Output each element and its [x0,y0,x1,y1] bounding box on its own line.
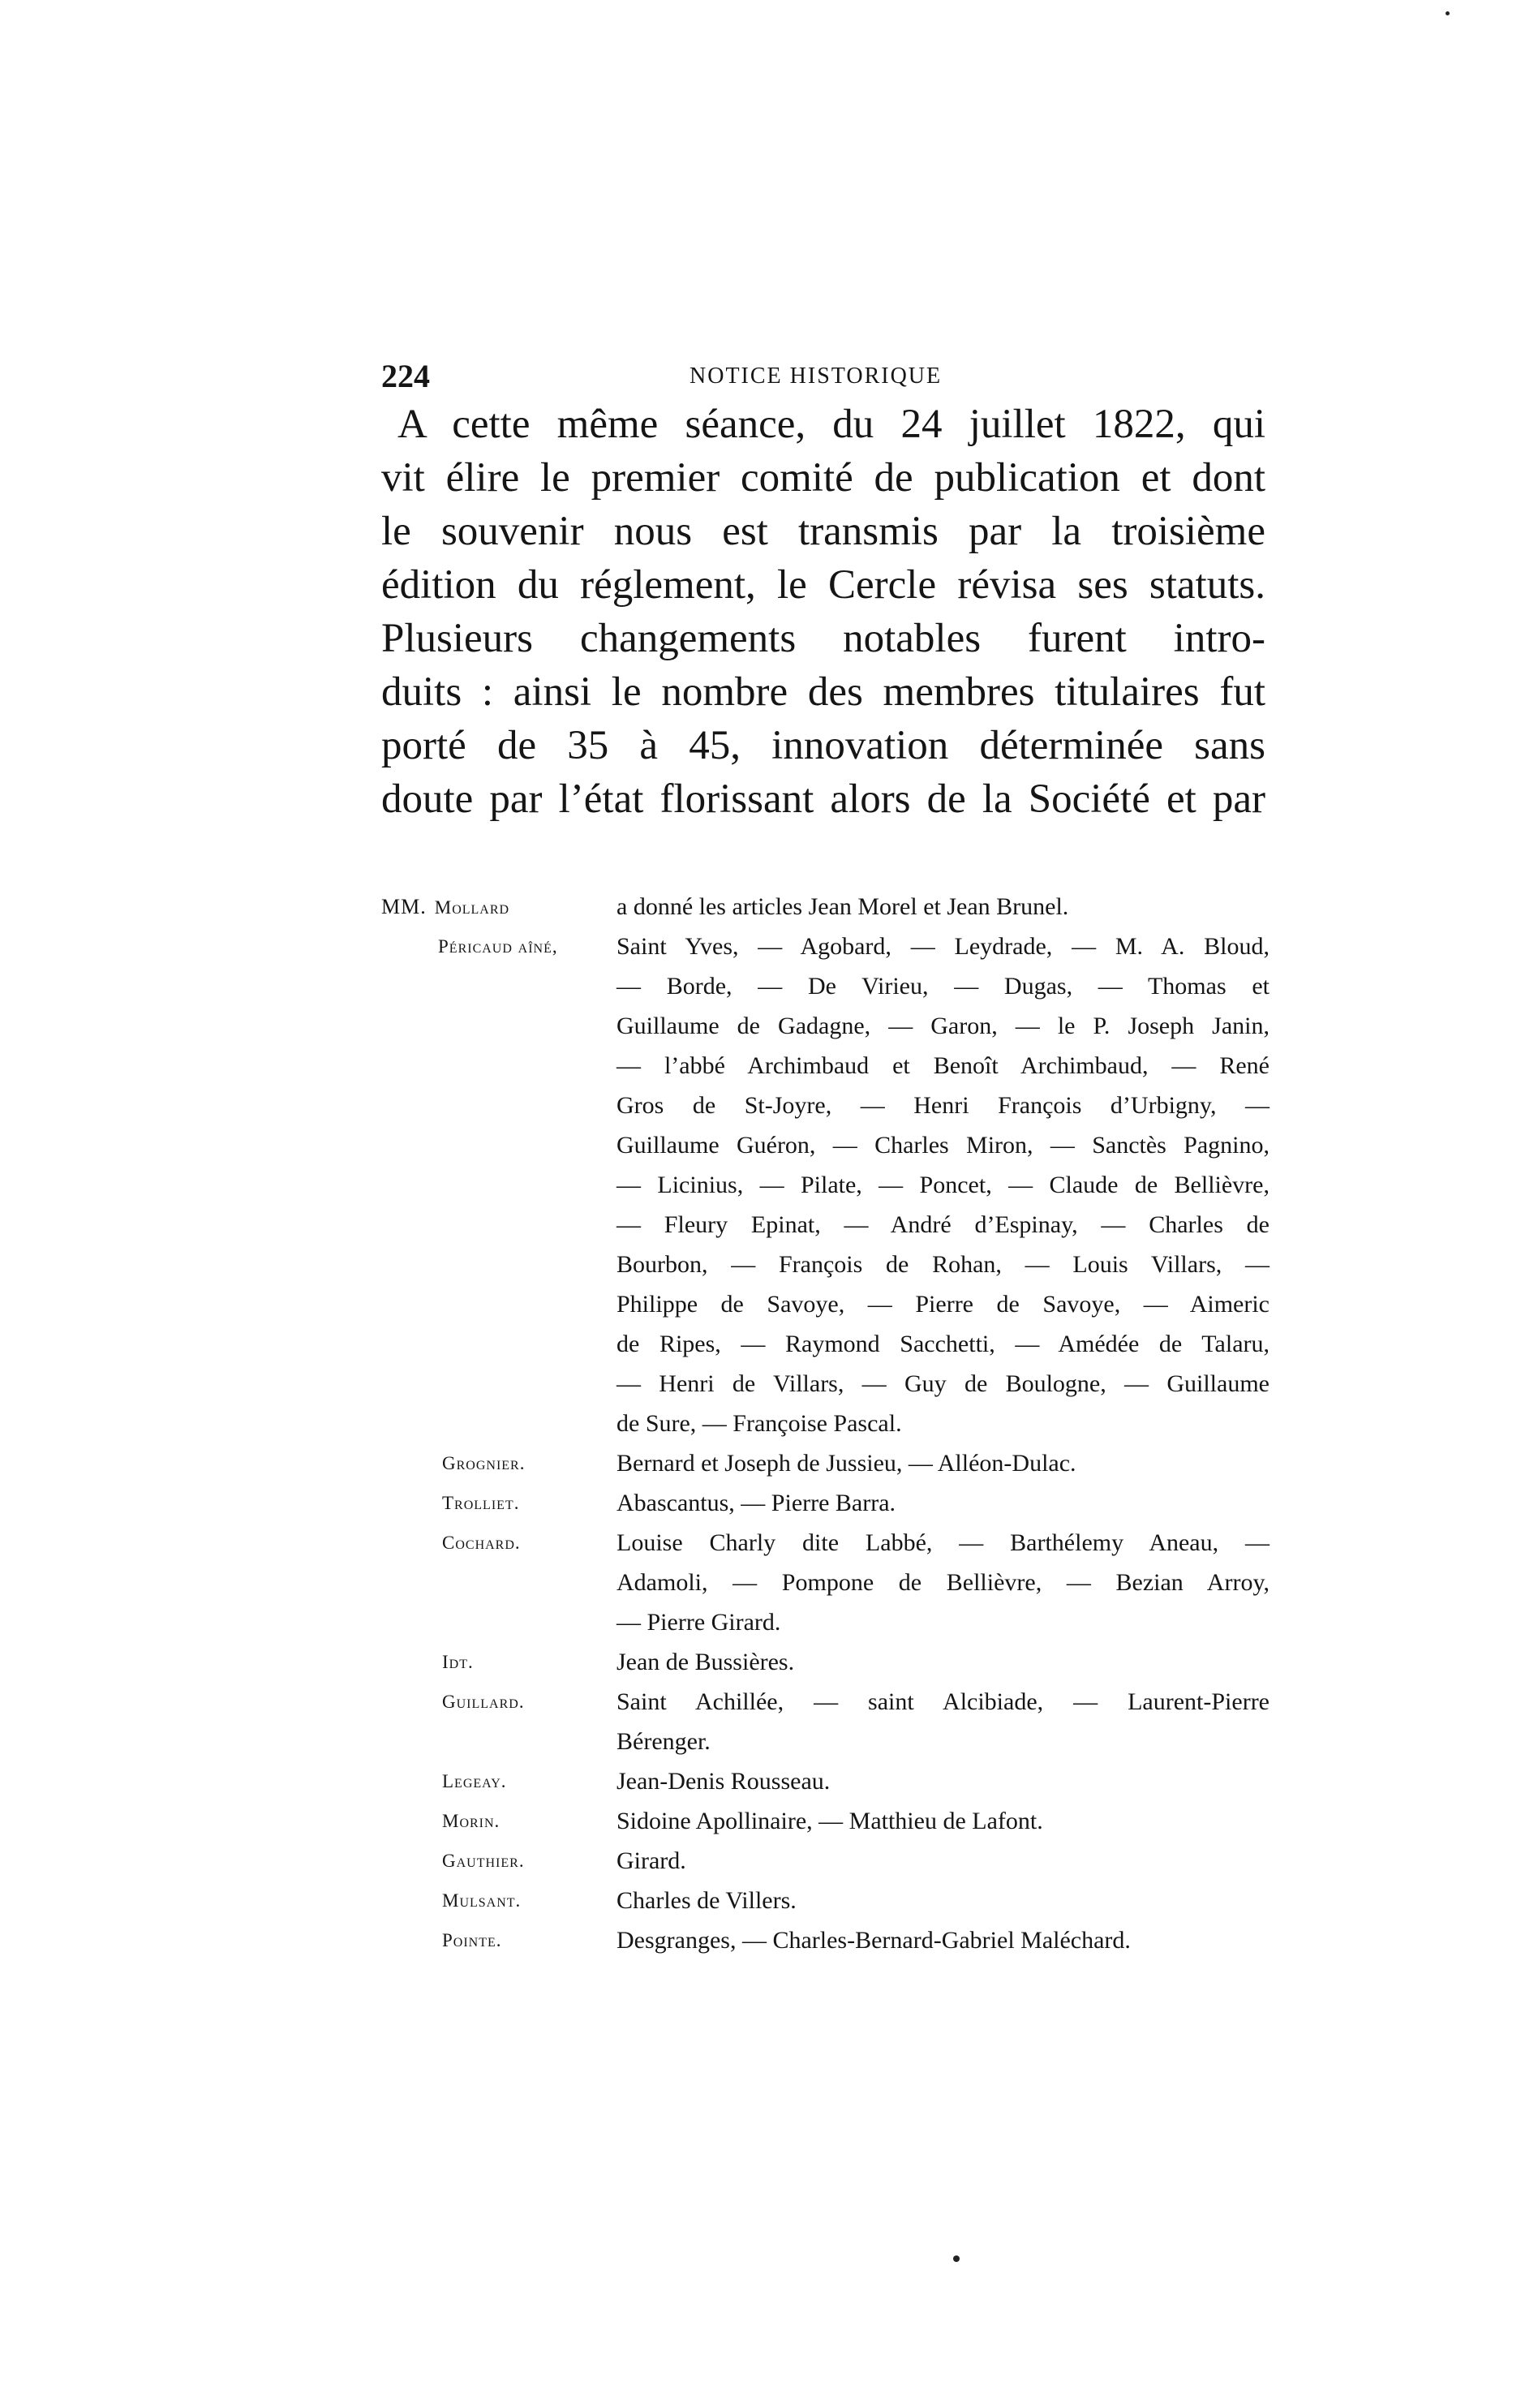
article-line: Sidoine Apollinaire, — Matthieu de Lafont. [616,1808,1043,1834]
page-header [381,357,1269,398]
contributor-name: MM. Mollard [381,895,510,918]
article-line: de Ripes, — Raymond Sacchetti, — Amédée de Talaru, [616,1331,1269,1357]
contributor-entry [381,1761,1274,1801]
contributor-name: Cochard. [442,1533,521,1553]
contributed-articles [616,1801,1269,1841]
contributed-articles [616,1920,1269,1960]
running-title: NOTICE HISTORIQUE [690,363,943,389]
body-line: vit élire le premier comité de publication et dont [381,455,1265,501]
article-line: Bernard et Joseph de Jussieu, — Alléon-Dulac. [616,1450,1076,1477]
contributor-name: Gauthier. [442,1851,525,1871]
contributor-entry [381,1483,1274,1523]
contributor-entry [381,1682,1274,1761]
contributed-articles [616,1881,1269,1920]
body-line: édition du réglement, le Cercle révisa ses statuts. [381,562,1265,608]
contributor-entry [381,1841,1274,1881]
contributor-entry [381,1523,1274,1642]
body-line: duits : ainsi le nombre des membres titulaires fut [381,669,1265,715]
article-line: — Henri de Villars, — Guy de Boulogne, — Guillaume [616,1370,1269,1397]
article-line: Abascantus, — Pierre Barra. [616,1490,896,1516]
list-prefix: MM. [381,895,427,918]
article-line: Gros de St-Joyre, — Henri François d’Urbigny, — [616,1092,1269,1119]
contributed-articles [616,1682,1269,1761]
article-line: — Licinius, — Pilate, — Poncet, — Claude de Bellièvre, [616,1172,1269,1198]
article-line: — Pierre Girard. [616,1609,781,1636]
contributor-entry [381,1801,1274,1841]
contributor-name: Pointe. [442,1930,502,1950]
article-line: Bérenger. [616,1728,711,1755]
article-line: Girard. [616,1847,686,1874]
contributors-list [381,887,1274,1960]
body-line: porté de 35 à 45, innovation déterminée sans [381,723,1265,768]
contributed-articles [616,1761,1269,1801]
article-line: Charles de Villers. [616,1887,797,1914]
contributor-entry [381,1881,1274,1920]
contributor-name: Trolliet. [442,1493,520,1513]
ink-speck [953,2255,960,2262]
contributor-name: Grognier. [442,1453,526,1473]
contributed-articles [616,1642,1269,1682]
article-line: — Borde, — De Virieu, — Dugas, — Thomas et [616,973,1269,1000]
body-line: A cette même séance, du 24 juillet 1822, qui [397,402,1265,447]
article-line: de Sure, — Françoise Pascal. [616,1410,902,1437]
article-line: Saint Achillée, — saint Alcibiade, — Laurent-Pierre [616,1688,1269,1715]
ink-speck [1446,11,1450,15]
contributor-entry [381,1443,1274,1483]
article-line: Saint Yves, — Agobard, — Leydrade, — M. A. Bloud, [616,933,1269,960]
article-line: Jean de Bussières. [616,1649,795,1675]
contributor-name: Guillard. [442,1692,525,1712]
contributed-articles [616,927,1269,1443]
body-line: le souvenir nous est transmis par la troisième [381,509,1265,554]
contributed-articles [616,887,1269,927]
article-line: Bourbon, — François de Rohan, — Louis Villars, — [616,1251,1269,1278]
contributor-name: Péricaud aîné, [438,936,558,957]
contributed-articles [616,1483,1269,1523]
article-line: Desgranges, — Charles-Bernard-Gabriel Maléchard. [616,1927,1131,1954]
contributed-articles [616,1523,1269,1642]
article-line: Jean-Denis Rousseau. [616,1768,831,1795]
article-line: Philippe de Savoye, — Pierre de Savoye, — Aimeric [616,1291,1269,1318]
article-line: Adamoli, — Pompone de Bellièvre, — Bezian Arroy, [616,1569,1269,1596]
article-line: — l’abbé Archimbaud et Benoît Archimbaud, — René [616,1052,1269,1079]
contributor-entry [381,887,1274,927]
contributor-name: Mulsant. [442,1890,522,1911]
contributor-entry [381,1920,1274,1960]
body-line: Plusieurs changements notables furent intro- [381,616,1265,661]
body-paragraph [381,398,1265,826]
body-line: doute par l’état florissant alors de la Société et par [381,776,1265,822]
contributor-entry [381,927,1274,1443]
contributor-entry [381,1642,1274,1682]
article-line: a donné les articles Jean Morel et Jean Brunel. [616,893,1069,920]
article-line: — Fleury Epinat, — André d’Espinay, — Charles de [616,1211,1269,1238]
article-line: Guillaume Guéron, — Charles Miron, — Sanctès Pagnino, [616,1132,1269,1159]
contributed-articles [616,1841,1269,1881]
page-number: 224 [381,358,430,394]
article-line: Guillaume de Gadagne, — Garon, — le P. Joseph Janin, [616,1013,1269,1039]
contributor-name: Legeay. [442,1771,507,1791]
contributed-articles [616,1443,1269,1483]
contributor-name: Morin. [442,1811,500,1831]
contributor-name: Idt. [442,1652,474,1672]
article-line: Louise Charly dite Labbé, — Barthélemy Aneau, — [616,1529,1269,1556]
